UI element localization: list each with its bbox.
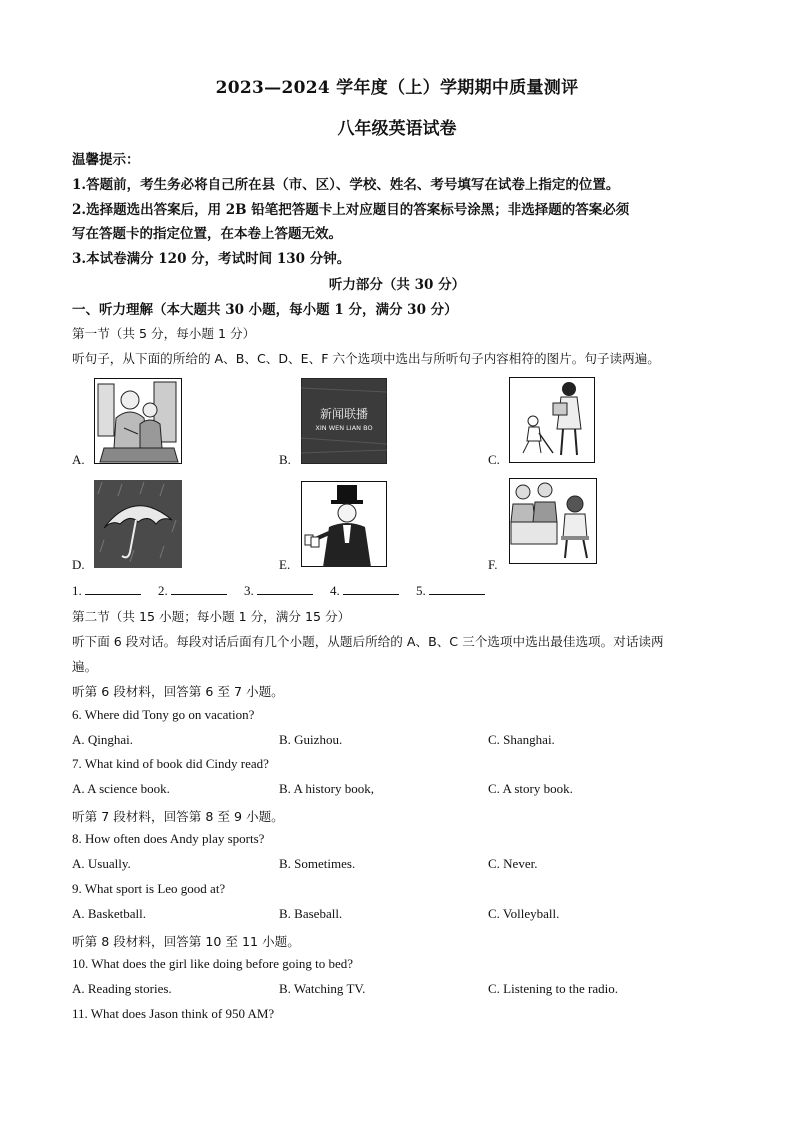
picture-label-a: A. (72, 452, 85, 467)
q7-option-c[interactable]: C. A story book. (488, 781, 573, 796)
q6-option-a[interactable]: A. Qinghai. (72, 732, 134, 747)
exam-title: 2023—2024 学年度（上）学期期中质量测评 (215, 78, 579, 98)
notice-item-2a: 2.选择题选出答案后，用 2B 铅笔把答题卡上对应题目的答案标号涂黑；非选择题的答案必须 (72, 202, 630, 218)
answer-blank-2[interactable] (171, 582, 227, 595)
blank-label-4: 4. (330, 583, 340, 598)
job-interview-image (509, 478, 597, 564)
notice-item-1: 1.答题前，考生务必将自己所在县（市、区）、学校、姓名、考号填写在试卷上指定的位置。 (72, 177, 620, 193)
news-caption-cn: 新闻联播 (319, 407, 369, 421)
sub1-instruction: 听句子，从下面的所给的 A、B、C、D、E、F 六个选项中选出与所听句子内容相符的图片。句子读两遍。 (72, 351, 660, 366)
notice-item-3: 3.本试卷满分 120 分，考试时间 130 分钟。 (72, 251, 351, 267)
material-7-heading: 听第 7 段材料，回答第 8 至 9 小题。 (72, 809, 284, 824)
news-caption-en: XIN WEN LIAN BO (315, 424, 373, 432)
picture-label-f: F. (488, 557, 498, 572)
answer-blanks (72, 582, 499, 599)
blank-label-2: 2. (158, 583, 168, 598)
question-7: 7. What kind of book did Cindy read? (72, 756, 269, 771)
q8-option-b[interactable]: B. Sometimes. (279, 856, 356, 871)
sub2-title: 第二节（共 15 小题；每小题 1 分，满分 15 分） (72, 609, 351, 624)
q8-option-c[interactable]: C. Never. (488, 856, 538, 871)
listening-part-title: 听力部分（共 30 分） (328, 277, 466, 293)
notice-item-2b: 写在答题卡的指定位置，在本卷上答题无效。 (72, 226, 342, 242)
news-broadcast-image (301, 378, 387, 464)
magician-cards-image (301, 481, 387, 567)
airplane-passengers-image (94, 378, 182, 464)
blank-label-1: 1. (72, 583, 82, 598)
listening-section-title: 一、听力理解（本大题共 30 小题，每小题 1 分，满分 30 分） (72, 302, 458, 318)
answer-blank-1[interactable] (85, 582, 141, 595)
mother-child-cleaning-image (509, 377, 595, 463)
q9-option-c[interactable]: C. Volleyball. (488, 906, 560, 921)
q6-option-b[interactable]: B. Guizhou. (279, 732, 343, 747)
q9-option-a[interactable]: A. Basketball. (72, 906, 147, 921)
material-6-heading: 听第 6 段材料，回答第 6 至 7 小题。 (72, 684, 284, 699)
blank-label-5: 5. (416, 583, 426, 598)
notice-heading: 温馨提示： (72, 152, 140, 168)
picture-label-c: C. (488, 452, 500, 467)
question-9: 9. What sport is Leo good at? (72, 881, 226, 896)
q10-option-c[interactable]: C. Listening to the radio. (488, 981, 618, 996)
q6-option-c[interactable]: C. Shanghai. (488, 732, 555, 747)
q9-option-b[interactable]: B. Baseball. (279, 906, 343, 921)
answer-blank-5[interactable] (429, 582, 485, 595)
question-6: 6. Where did Tony go on vacation? (72, 707, 255, 722)
question-10: 10. What does the girl like doing before going to bed? (72, 956, 353, 971)
question-11: 11. What does Jason think of 950 AM? (72, 1006, 275, 1021)
q10-option-a[interactable]: A. Reading stories. (72, 981, 172, 996)
material-8-heading: 听第 8 段材料，回答第 10 至 11 小题。 (72, 934, 300, 949)
answer-blank-4[interactable] (343, 582, 399, 595)
sub2-instruction-a: 听下面 6 段对话。每段对话后面有几个小题，从题后所给的 A、B、C 三个选项中选出最佳选项。对话读两 (72, 634, 664, 649)
answer-blank-3[interactable] (257, 582, 313, 595)
sub1-title: 第一节（共 5 分，每小题 1 分） (72, 326, 256, 341)
sub2-instruction-b: 遍。 (72, 659, 98, 674)
umbrella-rain-image (94, 480, 182, 568)
question-8: 8. How often does Andy play sports? (72, 831, 265, 846)
q10-option-b[interactable]: B. Watching TV. (279, 981, 366, 996)
exam-subtitle: 八年级英语试卷 (337, 119, 457, 139)
picture-label-d: D. (72, 557, 85, 572)
q8-option-a[interactable]: A. Usually. (72, 856, 131, 871)
picture-label-b: B. (279, 452, 291, 467)
blank-label-3: 3. (244, 583, 254, 598)
q7-option-b[interactable]: B. A history book, (279, 781, 374, 796)
q7-option-a[interactable]: A. A science book. (72, 781, 170, 796)
picture-label-e: E. (279, 557, 291, 572)
